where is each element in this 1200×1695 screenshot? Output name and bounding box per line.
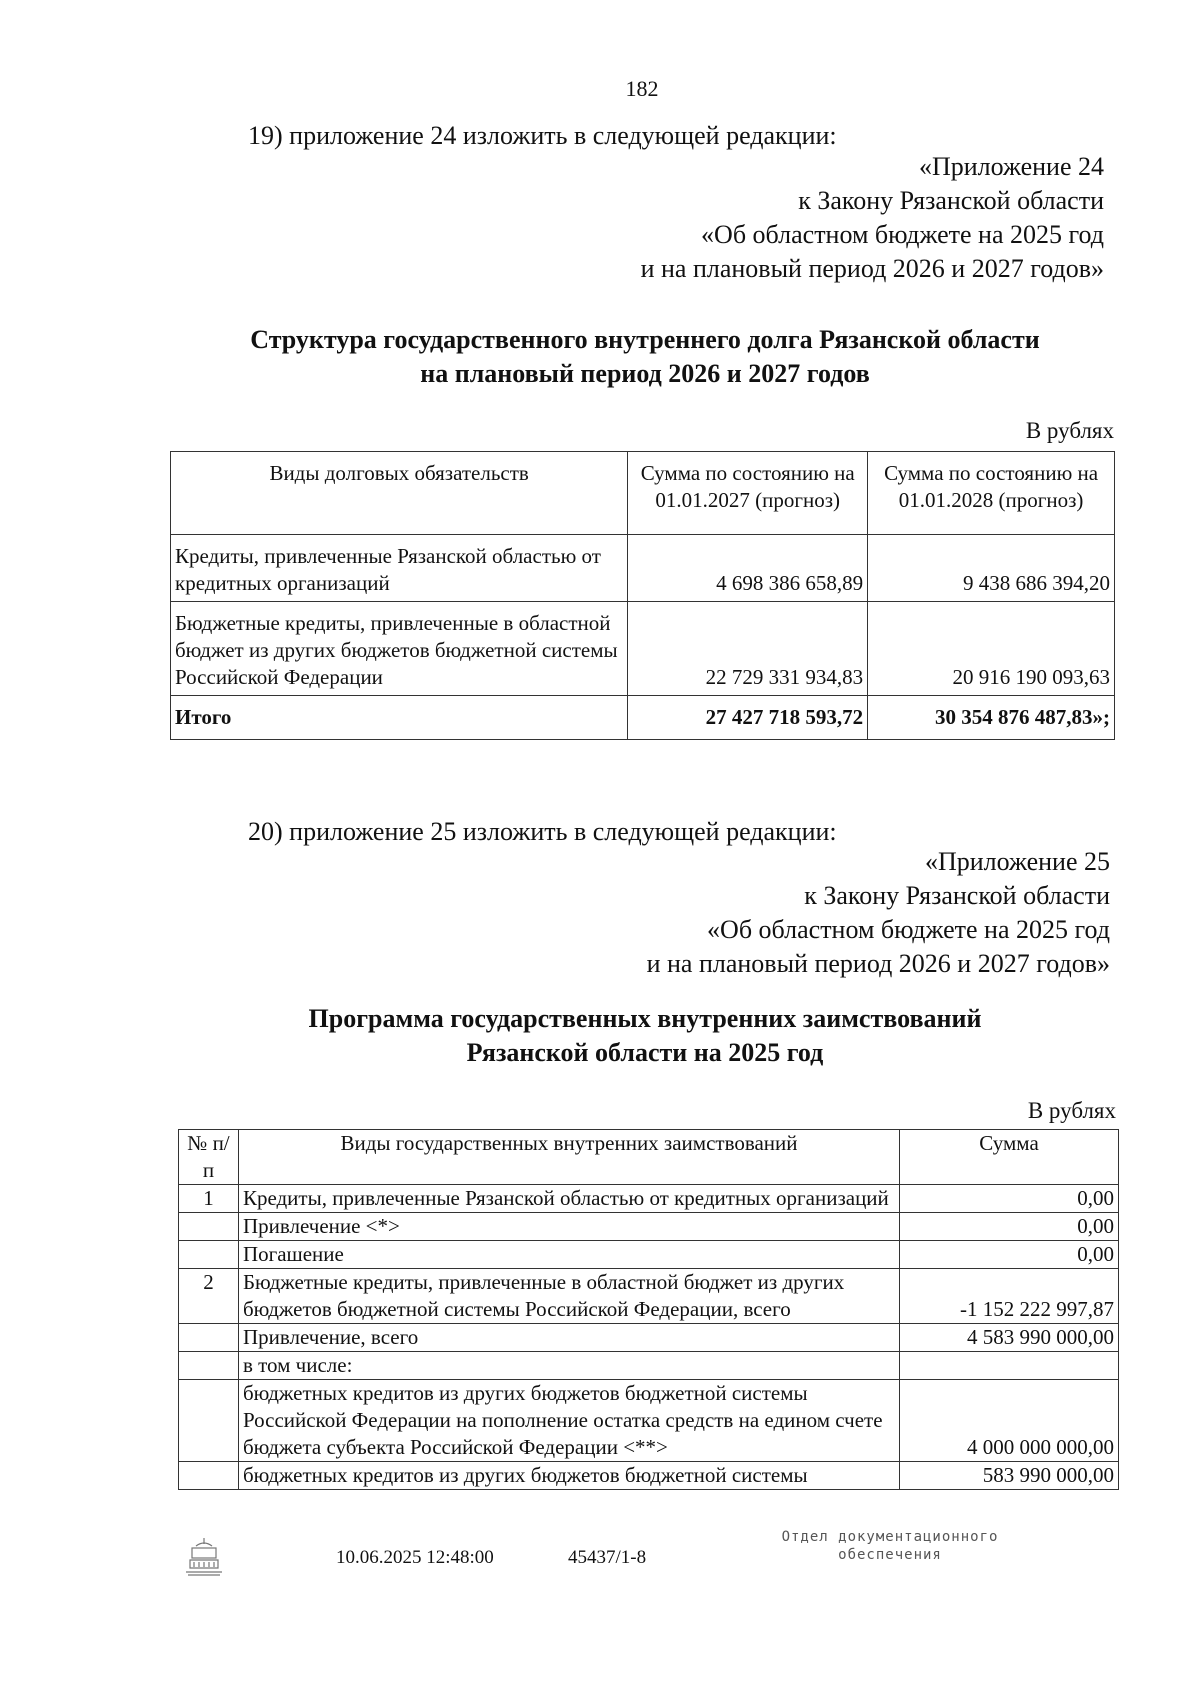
row-amount: 583 990 000,00 — [900, 1462, 1119, 1490]
table-row — [179, 1324, 1119, 1352]
item-20-text: 20) приложение 25 изложить в следующей редакции: — [248, 817, 837, 846]
table-header-row — [179, 1130, 1119, 1185]
appendix-24-line: и на плановый период 2026 и 2027 годов» — [640, 254, 1104, 283]
row-value-2027: 4 698 386 658,89 — [628, 535, 868, 602]
row-number: 1 — [179, 1185, 239, 1213]
appendix-24-heading — [641, 150, 1104, 286]
debt-structure-table — [170, 451, 1115, 740]
total-value-2027: 27 427 718 593,72 — [628, 696, 868, 740]
header-sum-2028: Сумма по состоянию на 01.01.2028 (прогноз) — [868, 452, 1115, 535]
table-row — [171, 535, 1115, 602]
appendix-25-line: и на плановый период 2026 и 2027 годов» — [646, 949, 1110, 978]
stamp-line: Отдел документационного — [781, 1529, 999, 1545]
header-sum-2027: Сумма по состоянию на 01.01.2027 (прогноз) — [628, 452, 868, 535]
title-line: Программа государственных внутренних заимствований — [308, 1004, 982, 1033]
table-header-row — [171, 452, 1115, 535]
appendix-25-line: к Закону Рязанской области — [804, 881, 1110, 910]
row-value-2028: 20 916 190 093,63 — [868, 602, 1115, 696]
emblem-icon — [184, 1534, 224, 1578]
row-value-2027: 22 729 331 934,83 — [628, 602, 868, 696]
row-label: Бюджетные кредиты, привлеченные в областной бюджет из других бюджетов бюджетной системы Российской Федерации, всего — [238, 1269, 899, 1324]
table-row — [179, 1269, 1119, 1324]
appendix-24-line: «Приложение 24 — [918, 152, 1104, 181]
row-label: Кредиты, привлеченные Рязанской областью от кредитных организаций — [238, 1185, 899, 1213]
row-amount: 0,00 — [900, 1241, 1119, 1269]
title-line: на плановый период 2026 и 2027 годов — [420, 359, 870, 388]
stamp-line: обеспечения — [838, 1547, 942, 1563]
row-amount: 4 583 990 000,00 — [900, 1324, 1119, 1352]
total-label: Итого — [171, 696, 628, 740]
table-row — [179, 1462, 1119, 1490]
row-label: бюджетных кредитов из других бюджетов бюджетной системы — [238, 1462, 899, 1490]
table-row — [179, 1213, 1119, 1241]
header-amount: Сумма — [900, 1130, 1119, 1185]
header-number: № п/п — [179, 1130, 239, 1185]
row-label: в том числе: — [238, 1352, 899, 1380]
row-label: бюджетных кредитов из других бюджетов бюджетной системы Российской Федерации на пополнение остатка средств на едином счете бюджета субъекта Российской Федерации <**> — [238, 1380, 899, 1462]
header-borrowing-type: Виды государственных внутренних заимствований — [238, 1130, 899, 1185]
appendix-24-line: к Закону Рязанской области — [798, 186, 1104, 215]
row-number — [179, 1324, 239, 1352]
appendix-24-line: «Об областном бюджете на 2025 год — [701, 220, 1104, 249]
department-stamp — [740, 1528, 1040, 1564]
row-amount: 0,00 — [900, 1213, 1119, 1241]
header-debt-type: Виды долговых обязательств — [171, 452, 628, 535]
row-number — [179, 1352, 239, 1380]
table-row — [179, 1241, 1119, 1269]
row-value-2028: 9 438 686 394,20 — [868, 535, 1115, 602]
footer-datetime: 10.06.2025 12:48:00 — [336, 1547, 494, 1568]
row-amount: -1 152 222 997,87 — [900, 1269, 1119, 1324]
page-number: 182 — [625, 76, 659, 101]
table-row — [171, 602, 1115, 696]
title-line: Структура государственного внутреннего долга Рязанской области — [250, 325, 1040, 354]
appendix-25-line: «Об областном бюджете на 2025 год — [707, 915, 1110, 944]
row-number — [179, 1241, 239, 1269]
borrowing-program-table — [178, 1129, 1119, 1490]
debt-structure-title — [0, 323, 1200, 391]
item-19-text: 19) приложение 24 изложить в следующей редакции: — [248, 121, 837, 150]
appendix-25-heading — [647, 845, 1110, 981]
appendix-25-line: «Приложение 25 — [924, 847, 1110, 876]
table-row — [179, 1185, 1119, 1213]
row-number — [179, 1380, 239, 1462]
row-label: Кредиты, привлеченные Рязанской областью от кредитных организаций — [171, 535, 628, 602]
row-number — [179, 1213, 239, 1241]
debt-units: В рублях — [1025, 418, 1114, 443]
total-value-2028: 30 354 876 487,83»; — [868, 696, 1115, 740]
row-label: Привлечение, всего — [238, 1324, 899, 1352]
table-total-row — [171, 696, 1115, 740]
table-row — [179, 1352, 1119, 1380]
row-label: Бюджетные кредиты, привлеченные в областной бюджет из других бюджетов бюджетной системы Российской Федерации — [171, 602, 628, 696]
row-number — [179, 1462, 239, 1490]
row-label: Привлечение <*> — [238, 1213, 899, 1241]
row-label: Погашение — [238, 1241, 899, 1269]
table-row — [179, 1380, 1119, 1462]
borrowing-units: В рублях — [1027, 1098, 1116, 1123]
row-amount: 4 000 000 000,00 — [900, 1380, 1119, 1462]
row-amount — [900, 1352, 1119, 1380]
row-amount: 0,00 — [900, 1185, 1119, 1213]
title-line: Рязанской области на 2025 год — [466, 1038, 824, 1067]
borrowing-program-title — [0, 1002, 1200, 1070]
footer-doc-number: 45437/1-8 — [568, 1547, 647, 1568]
row-number: 2 — [179, 1269, 239, 1324]
